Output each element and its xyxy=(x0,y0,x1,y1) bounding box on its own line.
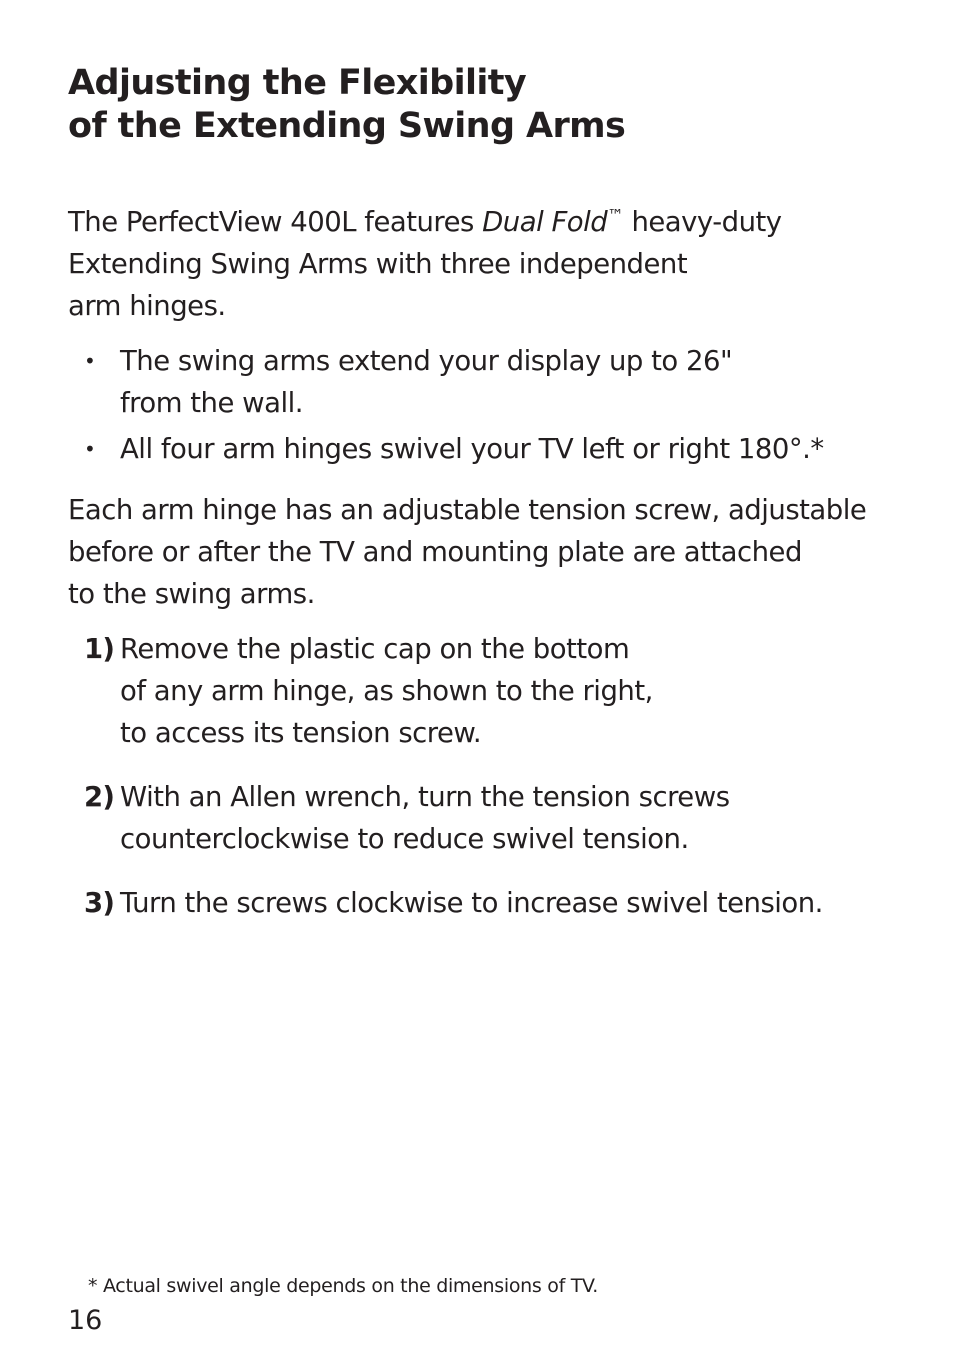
tension-line-2: before or after the TV and mounting plate are attached xyxy=(68,536,802,568)
bullet-item xyxy=(68,428,898,470)
step-number: 2) xyxy=(84,781,115,813)
intro-line-2: Extending Swing Arms with three independent xyxy=(68,248,688,280)
intro-paragraph xyxy=(68,201,898,327)
section-title-line-1: Adjusting the Flexibility xyxy=(68,63,527,103)
bullet-line: The swing arms extend your display up to 26" xyxy=(120,345,733,377)
bullet-marker: • xyxy=(84,349,96,373)
step-line: of any arm hinge, as shown to the right, xyxy=(120,675,653,707)
step-number: 1) xyxy=(84,633,115,665)
intro-line-1 xyxy=(68,201,898,243)
tension-line-3: to the swing arms. xyxy=(68,578,315,610)
intro-line-1-tail: heavy-duty xyxy=(623,206,782,238)
dual-fold-brand: Dual Fold xyxy=(482,206,608,238)
bullet-line: All four arm hinges swivel your TV left or right 180°.* xyxy=(120,433,824,465)
tension-paragraph xyxy=(68,489,898,615)
section-title-line-2: of the Extending Swing Arms xyxy=(68,106,626,146)
step-line: counterclockwise to reduce swivel tension. xyxy=(120,823,689,855)
step-line: With an Allen wrench, turn the tension screws xyxy=(120,781,730,813)
step-item xyxy=(68,882,918,924)
section-title xyxy=(68,62,908,148)
step-item xyxy=(68,628,918,754)
step-line: to access its tension screw. xyxy=(120,717,482,749)
tension-line-1: Each arm hinge has an adjustable tension screw, adjustable xyxy=(68,494,867,526)
bullet-marker: • xyxy=(84,437,96,461)
feature-bullet-list xyxy=(68,340,898,474)
bullet-line: from the wall. xyxy=(120,387,303,419)
intro-line-1-text: The PerfectView 400L features xyxy=(68,206,483,238)
intro-line-3: arm hinges. xyxy=(68,290,226,322)
footnote: * Actual swivel angle depends on the dimensions of TV. xyxy=(88,1275,599,1297)
step-item xyxy=(68,776,918,860)
instruction-steps xyxy=(68,628,918,946)
step-number: 3) xyxy=(84,887,115,919)
step-line: Turn the screws clockwise to increase swivel tension. xyxy=(120,887,823,919)
trademark-symbol: ™ xyxy=(607,205,624,225)
bullet-item xyxy=(68,340,898,424)
page-number: 16 xyxy=(68,1305,103,1336)
step-line: Remove the plastic cap on the bottom xyxy=(120,633,630,665)
